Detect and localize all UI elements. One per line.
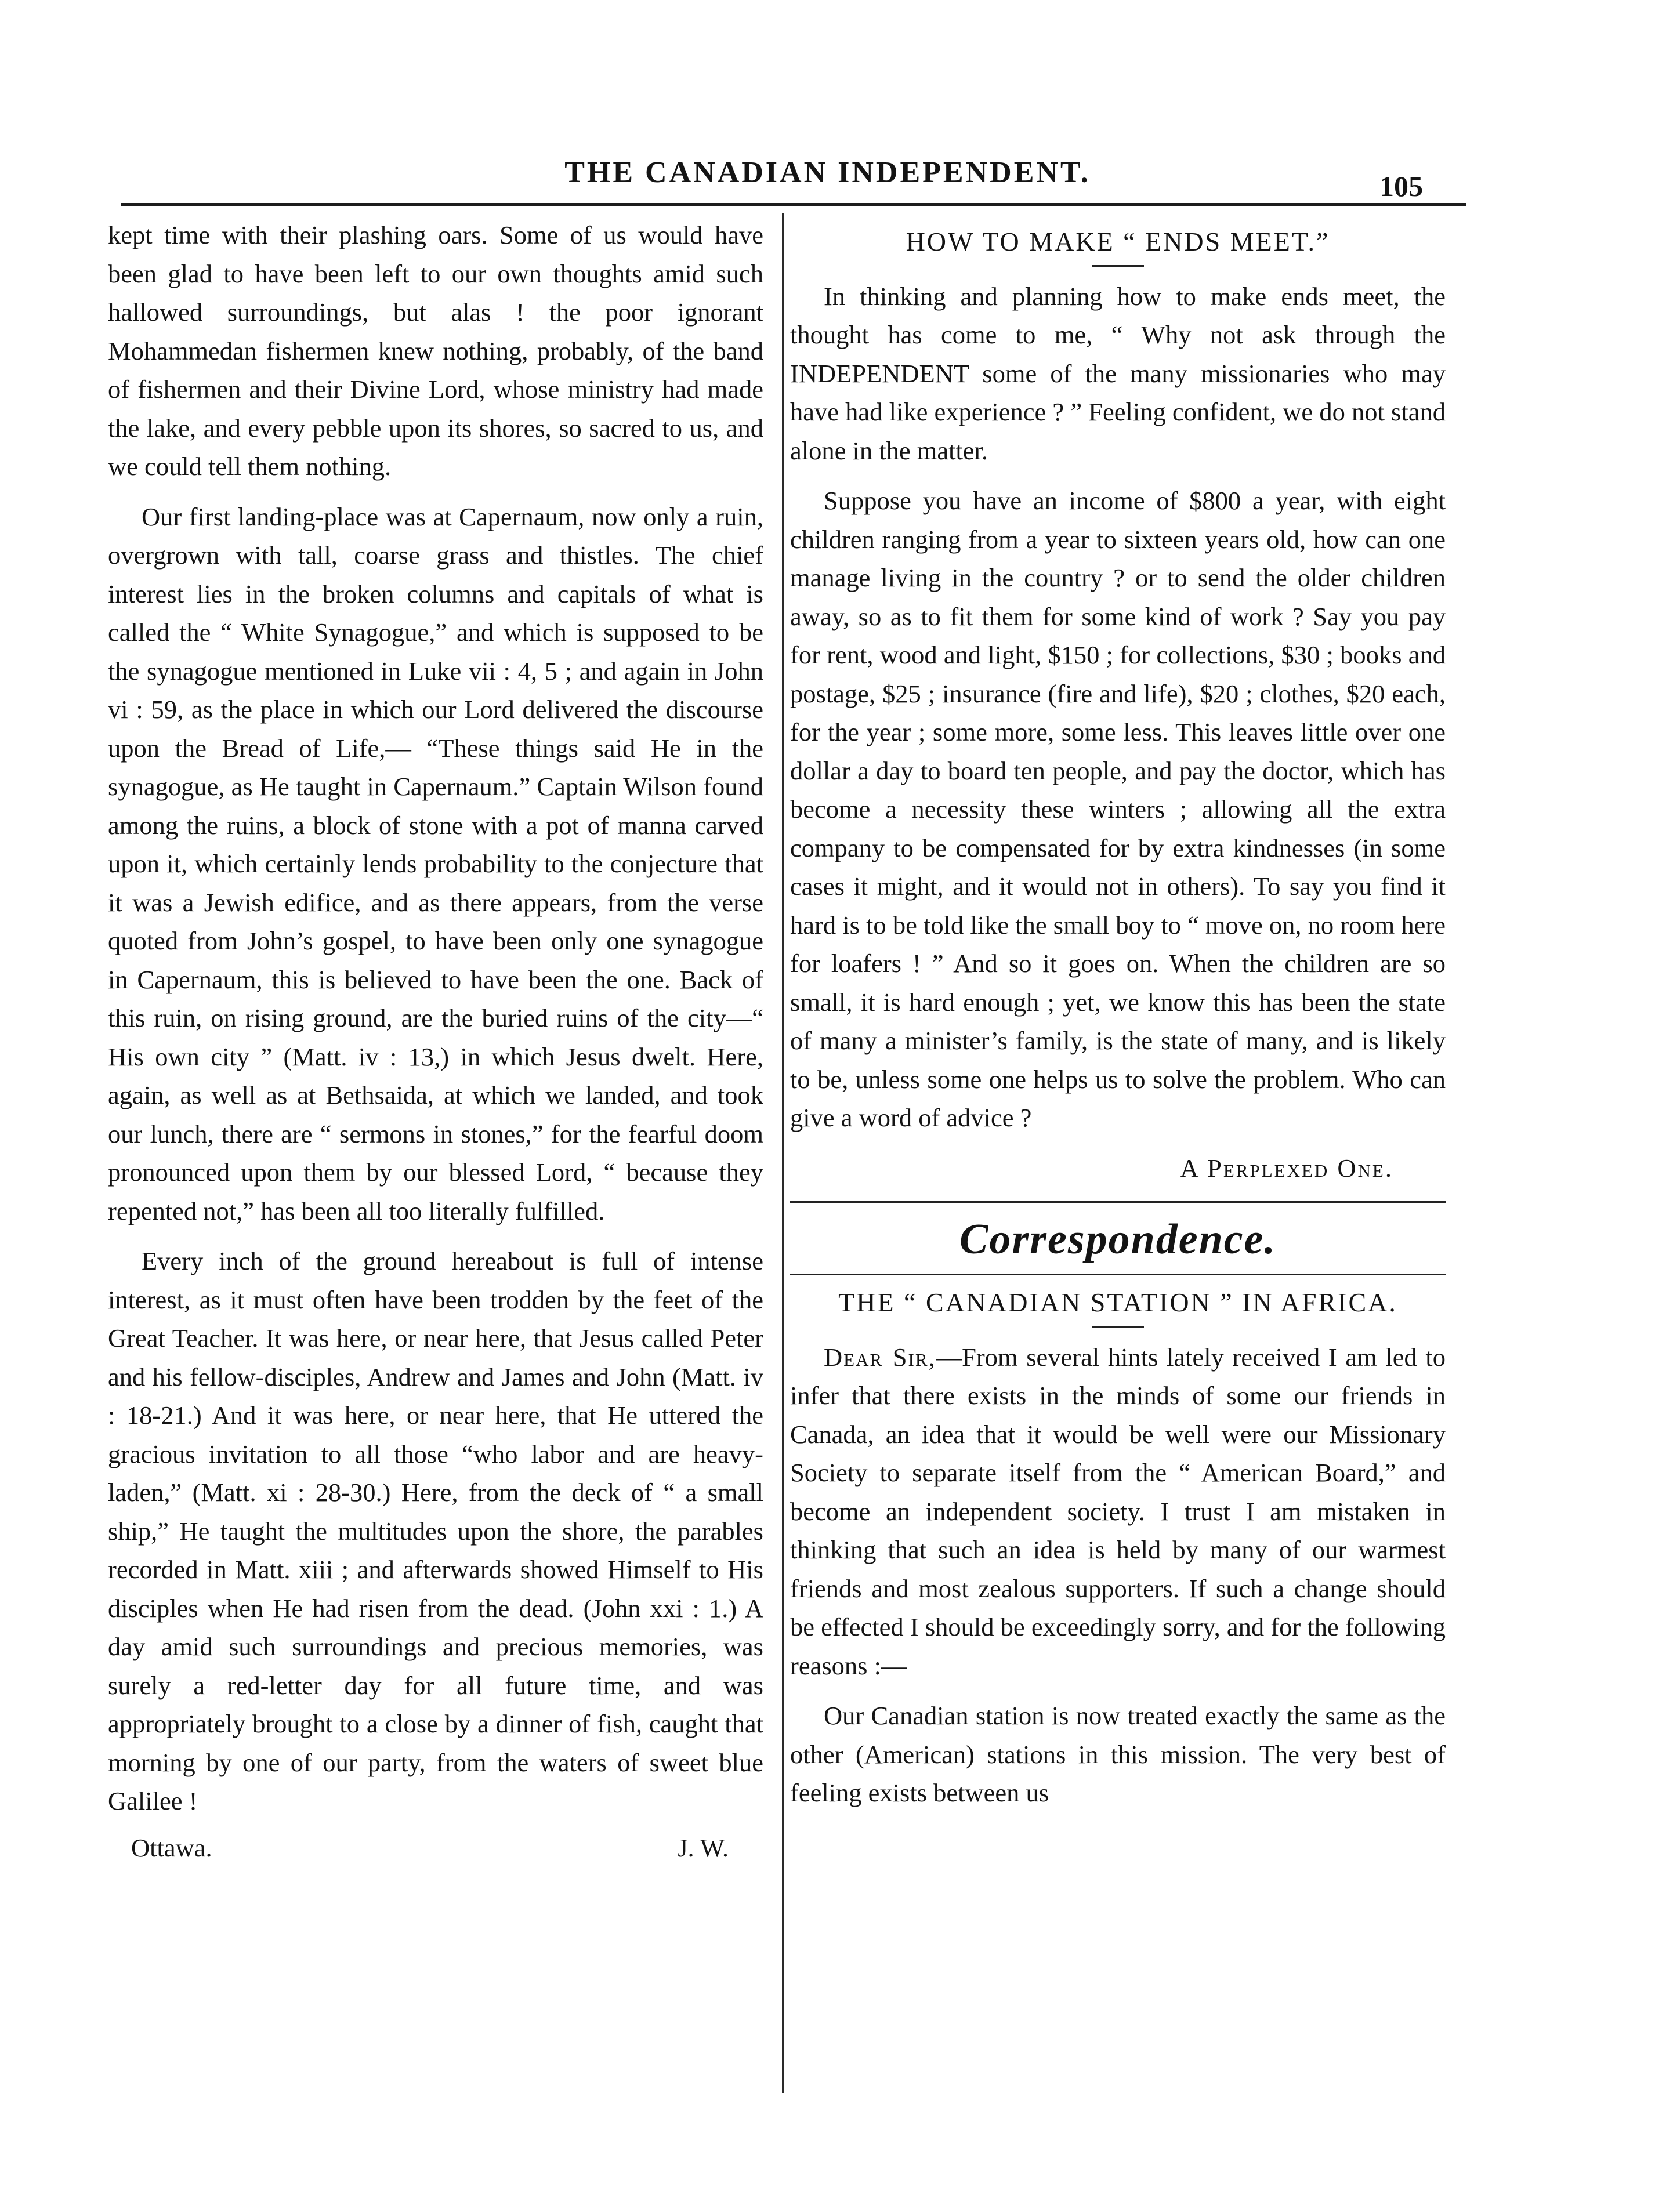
body-paragraph: Every inch of the ground hereabout is full of intense interest, as it must often have been trodden by the feet of the Great Teacher. It was here, or near here, that Jesus called Peter and his fellow-disciples, Andrew and James and John (Matt. iv : 18-21.) And it was here, or near here, that He uttered the gracious invitation to all those “who labor and are heavy-laden,” (Matt. xi : 28-30.) Here, from the deck of “ a small ship,” He taught the multitudes upon the shore, the parables recorded in Matt. xiii ; and afterwards showed Himself to His disciples when He had risen from the dead. (John xxi : 1.) A day amid such surroundings and precious memories, was surely a red-letter day for all future time, and was appropriately brought to a close by a dinner of fish, caught that morning by one of our party, from the waters of sweet blue Galilee ! [108,1246,763,1815]
article-signature: A Perplexed One. [1180,1153,1393,1183]
letter-paragraph [790,1338,1446,1685]
body-paragraph: kept time with their plashing oars. Some of us would have been glad to have been left to our own thoughts amid such hallowed surroundings, but alas ! the poor ignorant Mohammedan fishermen knew nothing, probably, of the band of fishermen and their Divine Lord, whose ministry had made the lake, and every pebble upon its shores, so sacred to us, and we could tell them nothing. [108,220,763,481]
header-rule [121,203,1466,206]
left-column [108,216,763,1867]
article-title: HOW TO MAKE “ ENDS MEET.” [906,227,1330,256]
column-rule [782,213,784,2093]
running-title: THE CANADIAN INDEPENDENT. [564,156,1091,189]
letter-text: —From several hints lately received I am led to infer that there exists in the minds of some our friends in Canada, an idea that it would be well were our Missionary Society to separate itself from the “ American Board,” and become an independent society. I trust I am mistaken in thinking that such an idea is held by many of our warmest friends and most zealous supporters. If such a change should be effected I should be exceedingly sorry, and for the following reasons :— [790,1342,1446,1680]
letter-salutation: Dear Sir, [824,1342,936,1372]
right-column [790,216,1446,1824]
page-number: 105 [1379,170,1423,202]
letter-title: THE “ CANADIAN STATION ” IN AFRICA. [838,1288,1397,1317]
author-initials: J. W. [678,1833,729,1862]
section-rule-bottom [790,1274,1446,1275]
body-paragraph: Suppose you have an income of $800 a year, with eight children ranging from a year to sixteen years old, how can one manage living in the country ? or to send the older children away, so as to fit them for some kind of work ? Say you pay for rent, wood and light, $150 ; for collections, $30 ; books and postage, $25 ; insurance (fire and life), $20 ; clothes, $20 each, for the year ; some more, some less. This leaves little over one dollar a day to board ten people, and pay the doctor, which has become a necessity these winters ; allowing all the extra company to be compensated for by extra kindnesses (in some cases it might, and it would not in others). To say you find it hard is to be told like the small boy to “ move on, no room here for loafers ! ” And so it goes on. When the children are so small, it is hard enough ; yet, we know this has been the state of many a minister’s family, is the state of many, and is likely to be, unless some one helps us to solve the problem. Who can give a word of advice ? [790,486,1446,1132]
body-paragraph: Our first landing-place was at Capernaum, now only a ruin, overgrown with tall, coarse grass and thistles. The chief interest lies in the broken columns and capitals of what is called the “ White Synagogue,” and which is supposed to be the synagogue mentioned in Luke vii : 4, 5 ; and again in John vi : 59, as the place in which our Lord delivered the discourse upon the Bread of Life,— “These things said He in the synagogue, as He taught in Capernaum.” Captain Wilson found among the ruins, a block of stone with a pot of manna carved upon it, which certainly lends probability to the conjecture that it was a Jewish edifice, and as there appears, from the verse quoted from John’s gospel, to have been only one synagogue in Capernaum, this is believed to have been the one. Back of this ruin, on rising ground, are the buried ruins of the city—“ His own city ” (Matt. iv : 13,) in which Jesus dwelt. Here, again, as well as at Bethsaida, at which we landed, and took our lunch, there are “ sermons in stones,” for the fearful doom pronounced upon them by our blessed Lord, “ because they repented not,” has been all too literally fulfilled. [108,502,763,1225]
section-heading: Correspondence. [959,1216,1276,1263]
body-paragraph: In thinking and planning how to make ends meet, the thought has come to me, “ Why not ask through the INDEPENDENT some of the many missionaries who may have had like experience ? ” Feeling confident, we do not stand alone in the matter. [790,281,1446,465]
title-rule [1092,1326,1144,1328]
place-name: Ottawa. [131,1833,212,1862]
title-rule [1092,265,1144,267]
section-rule-top [790,1201,1446,1203]
dateline [108,1829,763,1867]
letter-paragraph: Our Canadian station is now treated exactly the same as the other (American) stations in this mission. The very best of feeling exists between us [790,1701,1446,1807]
